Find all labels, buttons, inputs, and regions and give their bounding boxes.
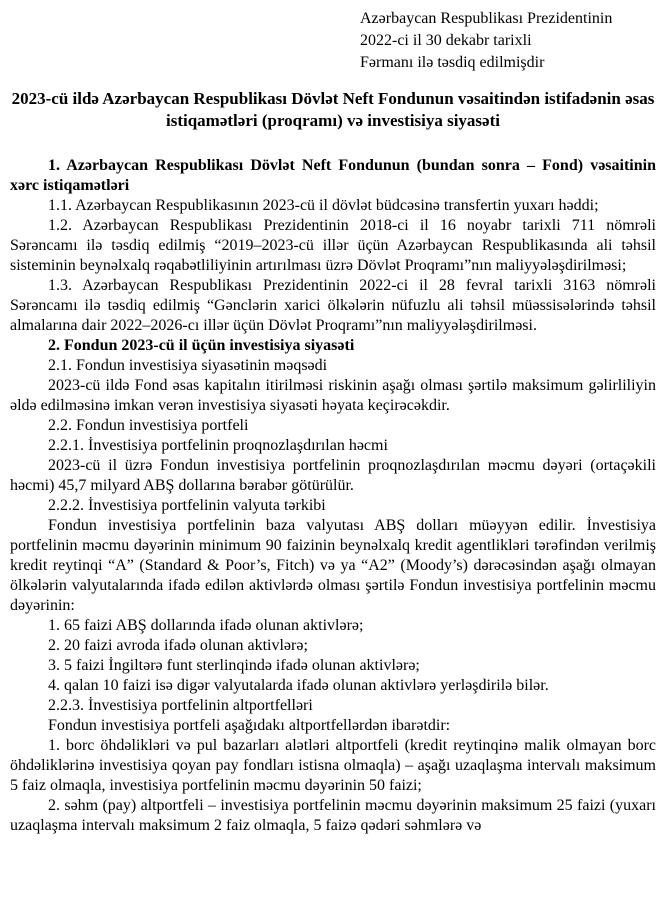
approval-block <box>360 8 656 74</box>
clause-1-1: 1.1. Azərbaycan Respublikasının 2023-cü il dövlət büdcəsinə transfertin yuxarı həddi; <box>48 197 599 214</box>
clause-2-2: 2.2. Fondun investisiya portfeli <box>48 417 249 434</box>
section-heading-2: 2. Fondun 2023-cü il üçün investisiya siyasəti <box>48 337 355 354</box>
clause-2-1-body: 2023-cü ildə Fond əsas kapitalın itirilməsi riskinin aşağı olması şərtilə maksimum gəlirliliyin əldə edilməsinə imkan verən investisiya siyasəti həyata keçirəcəkdir. <box>10 377 656 414</box>
currency-list-item: 4. qalan 10 faizi isə digər valyutalarda ifadə olunan aktivlərə yerləşdirilə bilər. <box>48 677 549 694</box>
approval-line: 2022-ci il 30 dekabr tarixli <box>360 32 532 49</box>
document-title: 2023-cü ildə Azərbaycan Respublikası Dövlət Neft Fondunun vəsaitindən istifadənin əsas istiqamətləri (proqramı) və investisiya siyasəti <box>11 89 655 130</box>
section-heading-1: 1. Azərbaycan Respublikası Dövlət Neft Fondunun (bundan sonra – Fond) vəsaitinin xərc istiqamətləri <box>10 157 656 194</box>
clause-2-2-1-body: 2023-cü il üzrə Fondun investisiya portfelinin proqnozlaşdırılan məcmu dəyəri (ortaçəkili həcmi) 45,7 milyard ABŞ dollarına bərabər götürülür. <box>10 457 656 494</box>
subportfolio-list-item: 2. səhm (pay) altportfeli – investisiya portfelinin məcmu dəyərinin maksimum 25 faizi (yuxarı uzaqlaşma intervalı maksimum 2 faiz olmaqla, 5 faizə qədəri səhmlərə və <box>10 797 656 834</box>
clause-2-2-2: 2.2.2. İnvestisiya portfelinin valyuta tərkibi <box>48 497 326 514</box>
clause-2-2-3-intro: Fondun investisiya portfeli aşağıdakı altportfellərdən ibarətdir: <box>48 717 451 734</box>
clause-2-2-2-body: Fondun investisiya portfelinin baza valyutası ABŞ dolları müəyyən edilir. İnvestisiya portfelinin məcmu dəyərinin minimum 90 faizinin beynəlxalq kredit agentlikləri tərəfindən verilmiş kredit reytinqi “A” (Standard & Poor’s, Fitch) və ya “A2” (Moody’s) dərəcəsindən aşağı olmayan ölkələrin valyutalarında ifadə edilən aktivlərdə olması şərtilə Fondun investisiya portfelinin məcmu dəyərinin: <box>10 517 656 614</box>
clause-1-2: 1.2. Azərbaycan Respublikası Prezidentinin 2018-ci il 16 noyabr tarixli 711 nömrəli Sərəncamı ilə təsdiq edilmiş “2019–2023-cü illər üçün Azərbaycan Respublikasında ali təhsil sisteminin beynəlxalq rəqabətliliyinin artırılması üzrə Dövlət Proqramı”nın maliyyələşdirilməsi; <box>10 217 656 274</box>
approval-line: Fərmanı ilə təsdiq edilmişdir <box>360 54 545 71</box>
clause-2-2-3: 2.2.3. İnvestisiya portfelinin altportfelləri <box>48 697 313 714</box>
currency-list-item: 3. 5 faizi İngiltərə funt sterlinqində ifadə olunan aktivlərə; <box>48 657 420 674</box>
clause-1-3: 1.3. Azərbaycan Respublikası Prezidentinin 2022-ci il 28 fevral tarixli 3163 nömrəli Sərəncamı ilə təsdiq edilmiş “Gənclərin xarici ölkələrin nüfuzlu ali təhsil müəssisələrində təhsil almalarına dair 2022–2026-cı illər üçün Dövlət Proqramı”nın maliyyələşdirilməsi. <box>10 277 656 334</box>
clause-2-1: 2.1. Fondun investisiya siyasətinin məqsədi <box>48 357 328 374</box>
currency-list-item: 1. 65 faizi ABŞ dollarında ifadə olunan aktivlərə; <box>48 617 364 634</box>
currency-list-item: 2. 20 faizi avroda ifadə olunan aktivlərə; <box>48 637 308 654</box>
approval-line: Azərbaycan Respublikası Prezidentinin <box>360 10 613 27</box>
clause-2-2-1: 2.2.1. İnvestisiya portfelinin proqnozlaşdırılan həcmi <box>48 437 388 454</box>
subportfolio-list-item: 1. borc öhdəlikləri və pul bazarları alətləri altportfeli (kredit reytinqinə malik olmayan borc öhdəliklərinə investisiya qoyan pay fondları istisna olmaqla) – aşağı uzaqlaşma intervalı maksimum 5 faiz olmaqla, investisiya portfelinin məcmu dəyərinin 50 faizi; <box>10 737 656 794</box>
